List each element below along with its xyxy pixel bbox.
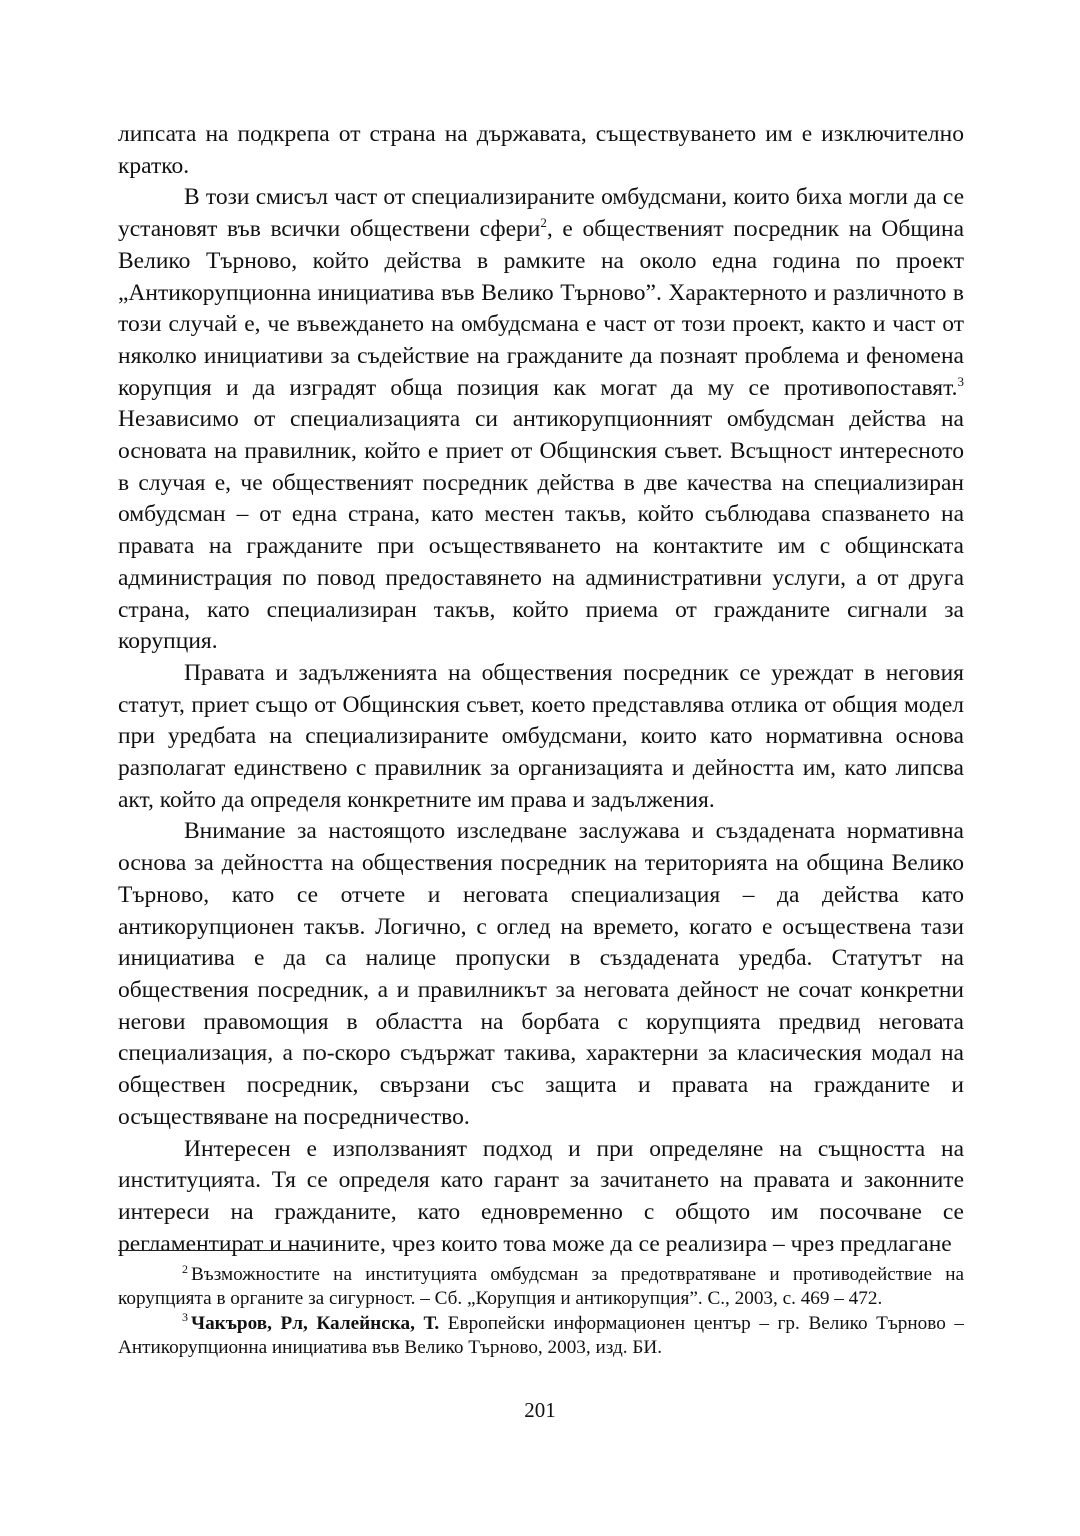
paragraph-1: липсата на подкрепа от страна на държавата, съществуването им е изключително кратко. — [118, 121, 964, 179]
paragraph-2-part-a: В този смисъл част от специализираните омбудсмани, които биха могли да се установят във всички обществени сфери — [118, 184, 964, 243]
paragraph-5: Интересен е използваният подход и при определяне на същността на институцията. Тя се определя като гарант за зачитането на правата и законните интереси на гражданите, като едновременно с общото им посочване се регламентират и начините, чрез които това може да се реализира – чрез предлагане — [118, 1135, 964, 1257]
footnote-ref-2[interactable]: 2 — [540, 215, 547, 231]
paragraph-2-part-b: , е общественият посредник на Община Велико Търново, който действа в рамките на около една година по проект „Антикорупционна инициатива във Велико Търново”. Характерното и различното в този случай е, че въвеждането на омбудсмана е част от този проект, както и част от няколко инициативи за съдействие на гражданите да познаят проблема и феномена корупция и да изградят обща позиция как могат да му се противопоставят. — [118, 216, 964, 401]
footnote-2-number: 2 — [182, 1261, 188, 1276]
footnote-2 — [118, 1263, 964, 1312]
footnote-separator — [118, 1250, 315, 1251]
paragraph-4: Внимание за настоящото изследване заслужава и създадената нормативна основа за дейността на обществения посредник на територията на община Велико Търново, като се отчете и неговата специализация – да действа като антикорупционен такъв. Логично, с оглед на времето, когато е осъществена тази инициатива е да са налице пропуски в създадената уредба. Статутът на обществения посредник, а и правилникът за неговата дейност не сочат конкретни негови правомощия в областта на борбата с корупцията предвид неговата специализация, а по-скоро съдържат такива, характерни за класическия модал на обществен посредник, свързани със защита и правата на гражданите и осъществяване на посредничество. — [118, 818, 964, 1130]
footnote-2-text: Възможностите на институцията омбудсман за предотвратяване и противодействие на корупцията в органите за сигурност. – Сб. „Корупция и антикорупция”. С., 2003, с. 469 – 472. — [118, 1264, 964, 1310]
paragraph-2-part-c: Независимо от специализацията си антикорупционният омбудсман действа на основата на правилник, който е приет от Общинския съвет. Всъщност интересното в случая е, че общественият посредник действа в две качества на специализиран омбудсман – от една страна, като местен такъв, който съблюдава спазването на правата на гражданите при осъществяването на контактите им с общинската администрация по повод предоставянето на административни услуги, а от друга страна, като специализиран такъв, който приема от гражданите сигнали за корупция. — [118, 406, 964, 655]
page-number: 201 — [524, 1398, 556, 1422]
footnote-ref-3[interactable]: 3 — [957, 373, 964, 389]
footnote-3-number: 3 — [182, 1310, 188, 1325]
main-text — [118, 119, 964, 1260]
footnote-3-authors: Чакъров, Рл, Калейнска, Т. — [191, 1312, 440, 1334]
paragraph-2 — [118, 182, 964, 658]
footnote-3-text: Европейски информационен център – гр. Велико Търново – Антикорупционна инициатива във Велико Търново, 2003, изд. БИ. — [118, 1312, 965, 1359]
paragraph-3: Правата и задълженията на обществения посредник се уреждат в неговия статут, приет също от Общинския съвет, което представлява отлика от общия модел при уредбата на специализираните омбудсмани, които като нормативна основа разполагат единствено с правилник за организацията и дейността им, като липсва акт, който да определя конкретните им права и задължения. — [118, 659, 964, 813]
footnotes — [118, 1263, 964, 1361]
footnote-3 — [118, 1312, 964, 1361]
